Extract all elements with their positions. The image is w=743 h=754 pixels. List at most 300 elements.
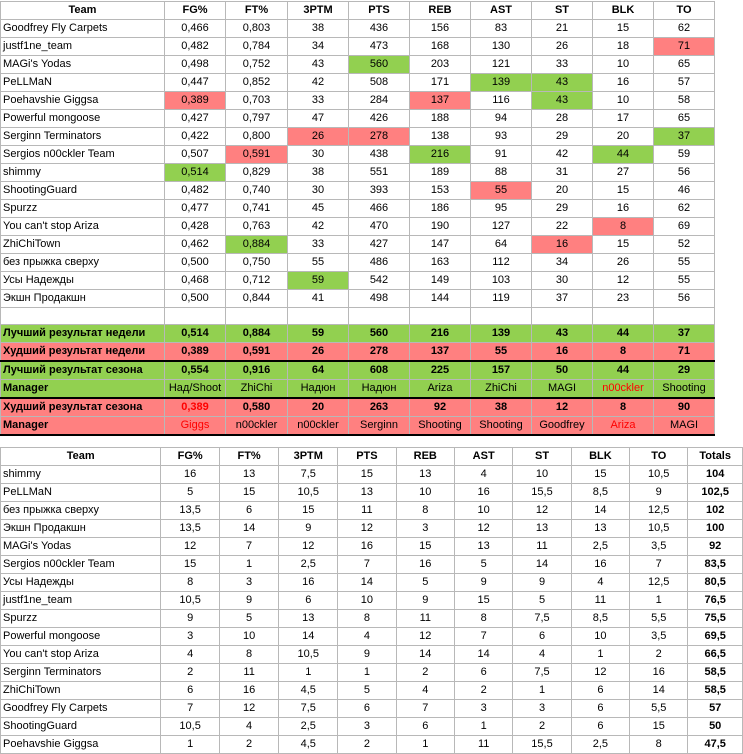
- column-header: BLK: [571, 448, 629, 466]
- stat-value: 137: [410, 92, 471, 110]
- rank-points: 3,5: [630, 538, 688, 556]
- rank-points: 2: [396, 664, 454, 682]
- table-row: [1, 236, 715, 254]
- team-name: Sergios n00ckler Team: [1, 146, 165, 164]
- stat-value: 65: [654, 56, 715, 74]
- stat-value: 163: [410, 254, 471, 272]
- rank-points: 6: [338, 700, 396, 718]
- total-value: 102: [688, 502, 743, 520]
- stat-value: 0,514: [165, 164, 226, 182]
- stat-value: 139: [471, 74, 532, 92]
- stat-value: 71: [654, 38, 715, 56]
- rank-points: 12: [455, 520, 513, 538]
- table-row: [1, 182, 715, 200]
- stat-value: 69: [654, 218, 715, 236]
- stat-value: 37: [654, 128, 715, 146]
- rank-points: 3,5: [630, 628, 688, 646]
- rank-points: 2: [455, 682, 513, 700]
- stat-value: 26: [532, 38, 593, 56]
- summary-label: Manager: [1, 380, 165, 399]
- stat-value: 149: [410, 272, 471, 290]
- summary-value: Goodfrey: [532, 417, 593, 436]
- stat-value: 42: [288, 74, 349, 92]
- stat-value: 0,741: [226, 200, 288, 218]
- stat-value: 0,884: [226, 236, 288, 254]
- rank-points: 11: [396, 610, 454, 628]
- rank-points: 13,5: [161, 520, 220, 538]
- rank-points: 16: [161, 466, 220, 484]
- summary-value: 44: [593, 361, 654, 380]
- rank-points: 15: [396, 538, 454, 556]
- summary-value: 139: [471, 325, 532, 343]
- team-name: PeLLMaN: [1, 74, 165, 92]
- team-name: без прыжка сверху: [1, 254, 165, 272]
- stat-value: 52: [654, 236, 715, 254]
- stat-value: 153: [410, 182, 471, 200]
- summary-value: 26: [288, 343, 349, 362]
- stat-value: 127: [471, 218, 532, 236]
- summary-value: 71: [654, 343, 715, 362]
- rank-points: 6: [571, 682, 629, 700]
- rank-points: 8: [219, 646, 278, 664]
- stat-value: 0,447: [165, 74, 226, 92]
- stat-value: 156: [410, 20, 471, 38]
- stat-value: 94: [471, 110, 532, 128]
- table-row: [1, 128, 715, 146]
- stat-value: 0,591: [226, 146, 288, 164]
- rank-points: 8,5: [571, 610, 629, 628]
- team-name: Экшн Продакшн: [1, 290, 165, 308]
- rank-points: 4,5: [279, 682, 338, 700]
- rank-points: 5: [161, 484, 220, 502]
- rank-points: 13,5: [161, 502, 220, 520]
- column-header: REB: [396, 448, 454, 466]
- stat-value: 22: [532, 218, 593, 236]
- summary-label: Худший результат сезона: [1, 398, 165, 417]
- summary-label: Худший результат недели: [1, 343, 165, 362]
- stat-value: 88: [471, 164, 532, 182]
- rank-points: 2: [338, 736, 396, 754]
- team-name: Powerful mongoose: [1, 110, 165, 128]
- stat-value: 473: [349, 38, 410, 56]
- summary-value: 560: [349, 325, 410, 343]
- stat-value: 55: [654, 272, 715, 290]
- team-name: ShootingGuard: [1, 718, 161, 736]
- stat-value: 38: [288, 164, 349, 182]
- best-season-row: [1, 361, 715, 380]
- stat-value: 0,427: [165, 110, 226, 128]
- rank-points: 6: [513, 628, 571, 646]
- stat-value: 0,462: [165, 236, 226, 254]
- total-value: 47,5: [688, 736, 743, 754]
- summary-value: 8: [593, 398, 654, 417]
- stat-value: 498: [349, 290, 410, 308]
- column-header: REB: [410, 2, 471, 20]
- column-header-team: Team: [1, 2, 165, 20]
- rank-points: 15,5: [513, 736, 571, 754]
- table-row: [1, 538, 743, 556]
- team-name: You can't stop Ariza: [1, 646, 161, 664]
- summary-value: Над/Shoot: [165, 380, 226, 399]
- stat-value: 15: [593, 20, 654, 38]
- team-name: Powerful mongoose: [1, 628, 161, 646]
- stat-value: 112: [471, 254, 532, 272]
- stat-value: 16: [532, 236, 593, 254]
- rank-points: 6: [161, 682, 220, 700]
- rank-points: 2: [161, 664, 220, 682]
- stat-value: 10: [593, 92, 654, 110]
- stat-value: 83: [471, 20, 532, 38]
- stat-value: 121: [471, 56, 532, 74]
- empty-cell: [226, 308, 288, 325]
- rank-points: 7: [338, 556, 396, 574]
- summary-value: 55: [471, 343, 532, 362]
- rank-points: 3: [396, 520, 454, 538]
- stat-value: 0,477: [165, 200, 226, 218]
- best-week-row: [1, 325, 715, 343]
- table-row: [1, 20, 715, 38]
- stat-value: 284: [349, 92, 410, 110]
- team-name: Poehavshie Giggsa: [1, 92, 165, 110]
- empty-cell: [532, 308, 593, 325]
- stat-value: 47: [288, 110, 349, 128]
- stat-value: 0,482: [165, 182, 226, 200]
- stat-value: 10: [593, 56, 654, 74]
- stat-value: 95: [471, 200, 532, 218]
- stat-value: 26: [593, 254, 654, 272]
- summary-value: 90: [654, 398, 715, 417]
- table-row: [1, 574, 743, 592]
- team-name: Goodfrey Fly Carpets: [1, 700, 161, 718]
- stat-value: 27: [593, 164, 654, 182]
- rank-points: 7,5: [279, 700, 338, 718]
- spacer-row: [1, 308, 715, 325]
- stat-value: 138: [410, 128, 471, 146]
- weekly-stats-table: [0, 1, 715, 436]
- rank-points: 15: [571, 466, 629, 484]
- team-name: Serginn Terminators: [1, 128, 165, 146]
- stat-value: 186: [410, 200, 471, 218]
- rank-points: 13: [571, 520, 629, 538]
- rank-points: 12,5: [630, 574, 688, 592]
- header-row: [1, 448, 743, 466]
- column-header: Totals: [688, 448, 743, 466]
- summary-label: Manager: [1, 417, 165, 436]
- stat-value: 190: [410, 218, 471, 236]
- column-header: AST: [471, 2, 532, 20]
- stat-value: 91: [471, 146, 532, 164]
- summary-value: 608: [349, 361, 410, 380]
- empty-cell: [410, 308, 471, 325]
- rank-points: 10,5: [279, 646, 338, 664]
- summary-value: MAGI: [532, 380, 593, 399]
- stat-value: 0,482: [165, 38, 226, 56]
- summary-value: ZhiChi: [471, 380, 532, 399]
- stat-value: 0,829: [226, 164, 288, 182]
- rank-points: 10: [571, 628, 629, 646]
- stat-value: 0,750: [226, 254, 288, 272]
- rank-points: 14: [219, 520, 278, 538]
- team-name: Экшн Продакшн: [1, 520, 161, 538]
- summary-value: MAGI: [654, 417, 715, 436]
- rank-points: 10,5: [630, 520, 688, 538]
- stat-value: 93: [471, 128, 532, 146]
- team-name: shimmy: [1, 466, 161, 484]
- rank-points: 4: [571, 574, 629, 592]
- summary-value: 0,389: [165, 343, 226, 362]
- table-row: [1, 520, 743, 538]
- table-row: [1, 484, 743, 502]
- summary-value: 0,884: [226, 325, 288, 343]
- table-row: [1, 700, 743, 718]
- total-value: 102,5: [688, 484, 743, 502]
- rank-points: 5: [219, 610, 278, 628]
- summary-value: 0,389: [165, 398, 226, 417]
- column-header: ST: [532, 2, 593, 20]
- stat-value: 46: [654, 182, 715, 200]
- empty-cell: [654, 308, 715, 325]
- rank-points: 4: [219, 718, 278, 736]
- rank-points: 9: [161, 610, 220, 628]
- stat-value: 15: [593, 236, 654, 254]
- stat-value: 17: [593, 110, 654, 128]
- empty-cell: [471, 308, 532, 325]
- total-value: 66,5: [688, 646, 743, 664]
- summary-value: Shooting: [654, 380, 715, 399]
- total-value: 58,5: [688, 682, 743, 700]
- column-header: AST: [455, 448, 513, 466]
- stat-value: 55: [471, 182, 532, 200]
- rank-points: 12,5: [630, 502, 688, 520]
- rank-points: 5,5: [630, 610, 688, 628]
- rank-points: 12: [513, 502, 571, 520]
- rank-points: 3: [219, 574, 278, 592]
- stat-value: 38: [288, 20, 349, 38]
- stat-value: 65: [654, 110, 715, 128]
- rank-points: 12: [161, 538, 220, 556]
- rank-points: 2: [219, 736, 278, 754]
- stat-value: 12: [593, 272, 654, 290]
- rank-points: 9: [513, 574, 571, 592]
- column-header: PTS: [338, 448, 396, 466]
- team-name: ShootingGuard: [1, 182, 165, 200]
- stat-value: 56: [654, 290, 715, 308]
- rank-points: 10,5: [161, 718, 220, 736]
- rank-points: 11: [338, 502, 396, 520]
- rank-points: 16: [338, 538, 396, 556]
- rank-points: 6: [219, 502, 278, 520]
- stat-value: 0,800: [226, 128, 288, 146]
- table-row: [1, 200, 715, 218]
- rank-points: 14: [630, 682, 688, 700]
- column-header: PTS: [349, 2, 410, 20]
- stat-value: 20: [532, 182, 593, 200]
- stat-value: 0,500: [165, 254, 226, 272]
- team-name: PeLLMaN: [1, 484, 161, 502]
- summary-value: 64: [288, 361, 349, 380]
- worst-season-managers-row: [1, 417, 715, 436]
- rank-points: 4,5: [279, 736, 338, 754]
- stat-value: 45: [288, 200, 349, 218]
- stat-value: 189: [410, 164, 471, 182]
- stat-value: 30: [532, 272, 593, 290]
- points-ranking-table: [0, 447, 743, 754]
- rank-points: 11: [513, 538, 571, 556]
- rank-points: 1: [630, 592, 688, 610]
- stat-value: 0,422: [165, 128, 226, 146]
- worst-week-row: [1, 343, 715, 362]
- stat-value: 21: [532, 20, 593, 38]
- stat-value: 0,703: [226, 92, 288, 110]
- team-name: MAGi's Yodas: [1, 56, 165, 74]
- stat-value: 8: [593, 218, 654, 236]
- team-name: Sergios n00ckler Team: [1, 556, 161, 574]
- summary-value: 59: [288, 325, 349, 343]
- stat-value: 57: [654, 74, 715, 92]
- rank-points: 9: [455, 574, 513, 592]
- stat-value: 34: [532, 254, 593, 272]
- stat-value: 427: [349, 236, 410, 254]
- rank-points: 10: [513, 466, 571, 484]
- rank-points: 15: [455, 592, 513, 610]
- team-name: Spurzz: [1, 610, 161, 628]
- team-name: ZhiChiTown: [1, 682, 161, 700]
- rank-points: 6: [571, 718, 629, 736]
- stat-value: 0,507: [165, 146, 226, 164]
- table-row: [1, 146, 715, 164]
- table-row: [1, 682, 743, 700]
- summary-value: Надюн: [288, 380, 349, 399]
- rank-points: 1: [279, 664, 338, 682]
- summary-value: 263: [349, 398, 410, 417]
- stat-value: 33: [532, 56, 593, 74]
- table-row: [1, 38, 715, 56]
- rank-points: 9: [338, 646, 396, 664]
- stat-value: 0,803: [226, 20, 288, 38]
- stat-value: 29: [532, 128, 593, 146]
- rank-points: 3: [161, 628, 220, 646]
- stat-value: 62: [654, 20, 715, 38]
- rank-points: 6: [279, 592, 338, 610]
- stat-value: 41: [288, 290, 349, 308]
- rank-points: 15: [279, 502, 338, 520]
- empty-cell: [288, 308, 349, 325]
- table-row: [1, 110, 715, 128]
- rank-points: 13: [338, 484, 396, 502]
- table-row: [1, 92, 715, 110]
- team-name: Усы Надежды: [1, 574, 161, 592]
- rank-points: 16: [396, 556, 454, 574]
- rank-points: 5: [338, 682, 396, 700]
- rank-points: 1: [219, 556, 278, 574]
- stat-value: 0,468: [165, 272, 226, 290]
- stat-value: 0,852: [226, 74, 288, 92]
- stat-value: 59: [654, 146, 715, 164]
- team-name: Poehavshie Giggsa: [1, 736, 161, 754]
- summary-value: n00ckler: [593, 380, 654, 399]
- summary-value: n00ckler: [226, 417, 288, 436]
- rank-points: 10: [455, 502, 513, 520]
- table-row: [1, 592, 743, 610]
- rank-points: 12: [571, 664, 629, 682]
- rank-points: 2,5: [279, 718, 338, 736]
- summary-value: 137: [410, 343, 471, 362]
- empty-cell: [165, 308, 226, 325]
- rank-points: 2,5: [571, 736, 629, 754]
- rank-points: 4: [396, 682, 454, 700]
- stat-value: 436: [349, 20, 410, 38]
- stat-value: 56: [654, 164, 715, 182]
- total-value: 104: [688, 466, 743, 484]
- stat-value: 466: [349, 200, 410, 218]
- stat-value: 44: [593, 146, 654, 164]
- stat-value: 43: [532, 92, 593, 110]
- stat-value: 0,784: [226, 38, 288, 56]
- rank-points: 11: [571, 592, 629, 610]
- stat-value: 0,466: [165, 20, 226, 38]
- stat-value: 15: [593, 182, 654, 200]
- column-header: TO: [630, 448, 688, 466]
- summary-value: Shooting: [410, 417, 471, 436]
- rank-points: 15,5: [513, 484, 571, 502]
- rank-points: 11: [455, 736, 513, 754]
- stat-value: 43: [288, 56, 349, 74]
- table-row: [1, 502, 743, 520]
- rank-points: 4: [455, 466, 513, 484]
- stat-value: 0,740: [226, 182, 288, 200]
- team-name: ZhiChiTown: [1, 236, 165, 254]
- stat-value: 16: [593, 200, 654, 218]
- stat-value: 43: [532, 74, 593, 92]
- stat-value: 551: [349, 164, 410, 182]
- stat-value: 147: [410, 236, 471, 254]
- team-name: Усы Надежды: [1, 272, 165, 290]
- rank-points: 10,5: [161, 592, 220, 610]
- stat-value: 542: [349, 272, 410, 290]
- stat-value: 18: [593, 38, 654, 56]
- stat-value: 30: [288, 182, 349, 200]
- rank-points: 1: [513, 682, 571, 700]
- rank-points: 1: [161, 736, 220, 754]
- stat-value: 26: [288, 128, 349, 146]
- rank-points: 15: [630, 718, 688, 736]
- stat-value: 42: [288, 218, 349, 236]
- summary-value: 92: [410, 398, 471, 417]
- stat-value: 30: [288, 146, 349, 164]
- total-value: 83,5: [688, 556, 743, 574]
- summary-value: 0,554: [165, 361, 226, 380]
- rank-points: 4: [513, 646, 571, 664]
- best-season-managers-row: [1, 380, 715, 399]
- summary-value: ZhiChi: [226, 380, 288, 399]
- stat-value: 20: [593, 128, 654, 146]
- stat-value: 0,752: [226, 56, 288, 74]
- stat-value: 55: [288, 254, 349, 272]
- table-row: [1, 610, 743, 628]
- rank-points: 10: [396, 484, 454, 502]
- column-header: FT%: [219, 448, 278, 466]
- rank-points: 16: [571, 556, 629, 574]
- rank-points: 7,5: [513, 610, 571, 628]
- rank-points: 14: [455, 646, 513, 664]
- rank-points: 15: [219, 484, 278, 502]
- total-value: 69,5: [688, 628, 743, 646]
- rank-points: 2,5: [279, 556, 338, 574]
- stat-value: 0,428: [165, 218, 226, 236]
- stat-value: 34: [288, 38, 349, 56]
- column-header: FG%: [161, 448, 220, 466]
- rank-points: 8: [161, 574, 220, 592]
